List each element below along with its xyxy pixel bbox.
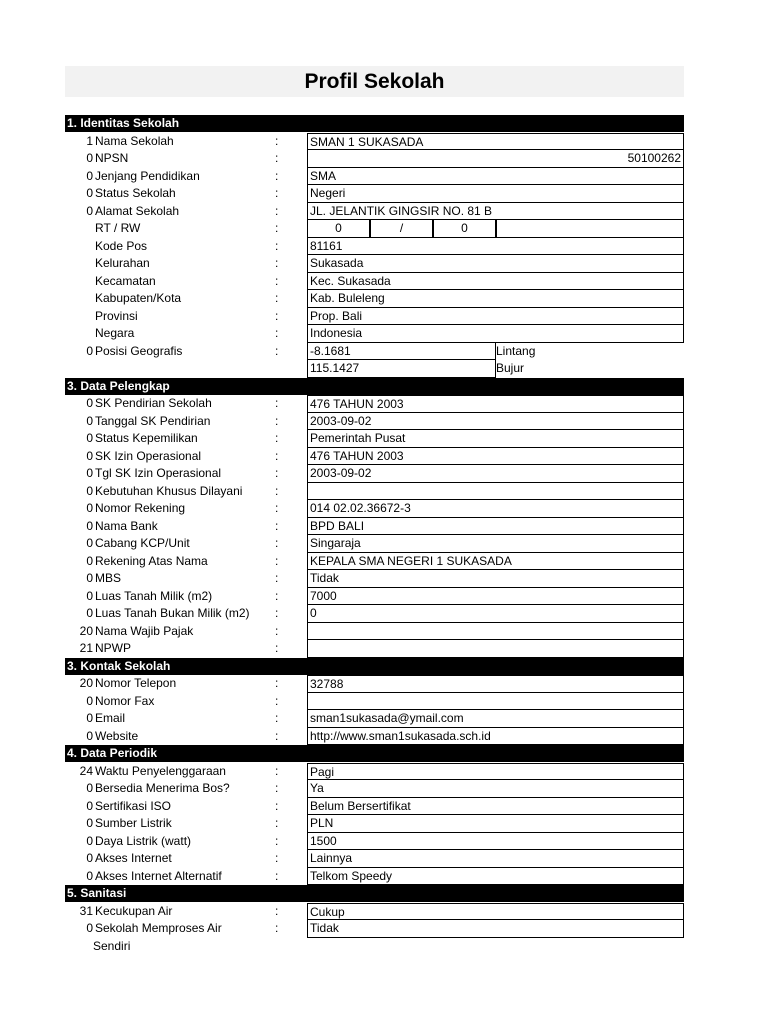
row-number: 0 [86,343,93,358]
field-label: Kode Pos [95,238,148,253]
field-label: Cabang KCP/Unit [95,536,190,550]
field-value[interactable]: Belum Bersertifikat [307,798,684,816]
colon-separator: : [275,711,279,725]
colon-separator: : [275,833,279,848]
field-label: Waktu Penyelenggaraan [95,763,226,778]
colon-separator: : [275,851,279,865]
field-value[interactable]: -8.1681 [307,343,496,361]
colon-separator: : [275,588,279,603]
field-label: Kabupaten/Kota [95,291,182,305]
field-value[interactable]: Telkom Speedy [307,868,684,886]
row-number: 0 [86,728,93,743]
table-row [65,868,684,886]
table-row [65,395,684,413]
field-label: Luas Tanah Bukan Milik (m2) [95,606,250,620]
page-title: Profil Sekolah [65,66,684,97]
row-number: 0 [86,833,93,848]
field-label: Tanggal SK Pendirian [95,413,211,428]
row-number: 0 [86,781,93,795]
field-value[interactable]: Cukup [307,903,684,921]
field-value[interactable]: 50100262 [307,150,684,168]
colon-separator: : [275,291,279,305]
field-label: Tgl SK Izin Operasional [95,466,222,480]
row-number: 1 [86,133,93,148]
table-row [65,185,684,203]
field-label: Email [95,711,126,725]
row-number: 0 [86,203,93,218]
row-number: 0 [86,501,93,515]
field-value[interactable]: Negeri [307,185,684,203]
colon-separator: : [275,466,279,480]
row-number: 0 [86,868,93,883]
table-row [65,815,684,833]
field-value[interactable]: 7000 [307,588,684,606]
rw-value[interactable]: 0 [433,220,496,238]
table-row [65,343,684,361]
row-number: 0 [86,571,93,585]
row-number: 0 [86,448,93,463]
field-label: RT / RW [95,221,141,235]
colon-separator: : [275,203,279,218]
section-heading: 4. Data Periodik [65,745,684,762]
field-value[interactable]: Pagi [307,763,684,781]
field-value[interactable]: 0 [307,605,684,623]
colon-separator: : [275,903,279,918]
field-value[interactable]: Kab. Buleleng [307,290,684,308]
table-row [65,728,684,746]
table-row [65,798,684,816]
field-label: Nama Wajib Pajak [95,623,194,638]
colon-separator: : [275,693,279,708]
field-value[interactable]: 32788 [307,675,684,693]
field-value[interactable]: http://www.sman1sukasada.sch.id [307,728,684,746]
field-value[interactable]: 115.1427 [307,360,496,378]
coordinate-label: Lintang [496,343,536,358]
row-number: 0 [86,168,93,183]
colon-separator: : [275,133,279,148]
table-row [65,133,684,151]
field-label: Provinsi [95,308,138,323]
field-label: Rekening Atas Nama [95,553,208,568]
row-number: 20 [79,676,93,690]
colon-separator: : [275,186,279,200]
rt-value[interactable]: 0 [307,220,370,238]
table-row [65,535,684,553]
field-label: Negara [95,326,135,340]
field-value[interactable]: Kec. Sukasada [307,273,684,291]
field-label: Status Sekolah [95,186,176,200]
field-label: Kecukupan Air [95,903,173,918]
field-value[interactable]: KEPALA SMA NEGERI 1 SUKASADA [307,553,684,571]
row-number: 0 [86,518,93,533]
table-row [65,325,684,343]
row-number: 0 [86,711,93,725]
colon-separator: : [275,606,279,620]
field-label: Daya Listrik (watt) [95,833,192,848]
field-value[interactable]: Sukasada [307,255,684,273]
colon-separator: : [275,413,279,428]
table-row [65,920,684,953]
field-label: Bersedia Menerima Bos? [95,781,230,795]
section-heading: 1. Identitas Sekolah [65,115,684,132]
table-row [65,448,684,466]
table-row [65,833,684,851]
colon-separator: : [275,816,279,830]
table-row [65,413,684,431]
table-row [65,220,684,238]
colon-separator: : [275,921,279,935]
colon-separator: : [275,396,279,410]
colon-separator: : [275,571,279,585]
field-label: NPWP [95,641,131,655]
field-value[interactable]: Pemerintah Pusat [307,430,684,448]
row-number: 0 [86,553,93,568]
row-number: 0 [86,151,93,165]
field-value[interactable]: SMA [307,168,684,186]
field-label: Nomor Rekening [95,501,186,515]
table-row [65,850,684,868]
field-value[interactable]: JL. JELANTIK GINGSIR NO. 81 B [307,203,684,221]
colon-separator: : [275,326,279,340]
field-label: Sertifikasi ISO [95,798,172,813]
colon-separator: : [275,343,279,358]
field-label: Sekolah Memproses Air [95,921,222,935]
row-number: 0 [86,536,93,550]
field-label: Posisi Geografis [95,343,183,358]
table-row [65,290,684,308]
colon-separator: : [275,676,279,690]
field-value[interactable]: 2003-09-02 [307,465,684,483]
colon-separator: : [275,518,279,533]
field-value[interactable]: Prop. Bali [307,308,684,326]
field-label: Akses Internet [95,851,172,865]
table-row [65,150,684,168]
field-value[interactable]: 1500 [307,833,684,851]
field-label: Kecamatan [95,273,156,288]
colon-separator: : [275,273,279,288]
table-row [65,605,684,623]
row-number: 0 [86,798,93,813]
colon-separator: : [275,868,279,883]
field-label: MBS [95,571,122,585]
field-label: Nomor Telepon [95,676,177,690]
colon-separator: : [275,431,279,445]
field-value[interactable]: Tidak [307,920,684,938]
table-row [65,255,684,273]
table-row [65,763,684,781]
colon-separator: : [275,308,279,323]
colon-separator: : [275,798,279,813]
field-value[interactable] [307,483,684,501]
field-label: Jenjang Pendidikan [95,168,200,183]
table-row [65,168,684,186]
field-label: Sumber Listrik [95,816,172,830]
colon-separator: : [275,238,279,253]
table-row [65,553,684,571]
table-row [65,693,684,711]
row-number: 0 [86,483,93,498]
colon-separator: : [275,501,279,515]
table-row [65,238,684,256]
row-number: 0 [86,921,93,935]
empty-cell[interactable] [496,220,684,238]
row-number: 24 [79,763,93,778]
field-label: Website [95,728,139,743]
field-label: Akses Internet Alternatif [95,868,222,883]
field-value[interactable] [307,693,684,711]
field-value[interactable]: SMAN 1 SUKASADA [307,133,684,151]
field-value[interactable]: Lainnya [307,850,684,868]
field-label: Luas Tanah Milik (m2) [95,588,213,603]
field-label: SK Izin Operasional [95,448,202,463]
row-number: 0 [86,413,93,428]
table-row [65,273,684,291]
row-number: 20 [79,623,93,638]
row-number: 0 [86,606,93,620]
field-label: Nama Bank [95,518,158,533]
table-row [65,203,684,221]
table-row [65,483,684,501]
row-number: 0 [86,588,93,603]
colon-separator: : [275,536,279,550]
coordinate-label: Bujur [496,361,525,375]
field-value[interactable]: 2003-09-02 [307,413,684,431]
colon-separator: : [275,221,279,235]
colon-separator: : [275,256,279,270]
row-number: 0 [86,431,93,445]
row-number: 0 [86,396,93,410]
colon-separator: : [275,728,279,743]
field-label: NPSN [95,151,129,165]
table-row [65,640,684,658]
field-value[interactable]: BPD BALI [307,518,684,536]
row-number: 31 [79,903,93,918]
colon-separator: : [275,623,279,638]
field-label: Kelurahan [95,256,150,270]
section-heading: 3. Data Pelengkap [65,378,684,395]
table-row [65,588,684,606]
table-row [65,675,684,693]
field-value[interactable]: Indonesia [307,325,684,343]
section-heading: 5. Sanitasi [65,885,684,902]
field-label: SK Pendirian Sekolah [95,396,212,410]
colon-separator: : [275,553,279,568]
row-number: 21 [79,641,93,655]
row-number: 0 [86,186,93,200]
field-value[interactable]: Singaraja [307,535,684,553]
colon-separator: : [275,448,279,463]
table-row [65,308,684,326]
field-value[interactable]: Tidak [307,570,684,588]
colon-separator: : [275,168,279,183]
field-value[interactable]: PLN [307,815,684,833]
colon-separator: : [275,641,279,655]
field-label: Nama Sekolah [95,133,174,148]
row-number: 0 [86,851,93,865]
colon-separator: : [275,151,279,165]
colon-separator: : [275,483,279,498]
row-number: 0 [86,466,93,480]
field-value[interactable]: 476 TAHUN 2003 [307,448,684,466]
field-label: Kebutuhan Khusus Dilayani [95,483,243,498]
colon-separator: : [275,781,279,795]
row-number: 0 [86,816,93,830]
field-value[interactable] [307,640,684,658]
colon-separator: : [275,763,279,778]
table-row [65,430,684,448]
field-value[interactable] [307,623,684,641]
field-value[interactable]: 476 TAHUN 2003 [307,395,684,413]
table-row [65,623,684,641]
table-row [65,780,684,798]
section-heading: 3. Kontak Sekolah [65,658,684,675]
table-row [65,465,684,483]
table-row [65,570,684,588]
field-label: Status Kepemilikan [95,431,198,445]
table-row [65,903,684,921]
field-value[interactable]: 014 02.02.36672-3 [307,500,684,518]
field-value[interactable]: sman1sukasada@ymail.com [307,710,684,728]
field-value[interactable]: 81161 [307,238,684,256]
table-row [65,360,684,378]
field-label: Alamat Sekolah [95,203,180,218]
table-row [65,518,684,536]
row-number: 0 [86,693,93,708]
table-row [65,710,684,728]
field-value[interactable]: Ya [307,780,684,798]
field-label: Nomor Fax [95,693,155,708]
table-row [65,500,684,518]
field-label-continued: Sendiri [93,938,131,953]
rt-rw-separator[interactable]: / [370,220,433,238]
